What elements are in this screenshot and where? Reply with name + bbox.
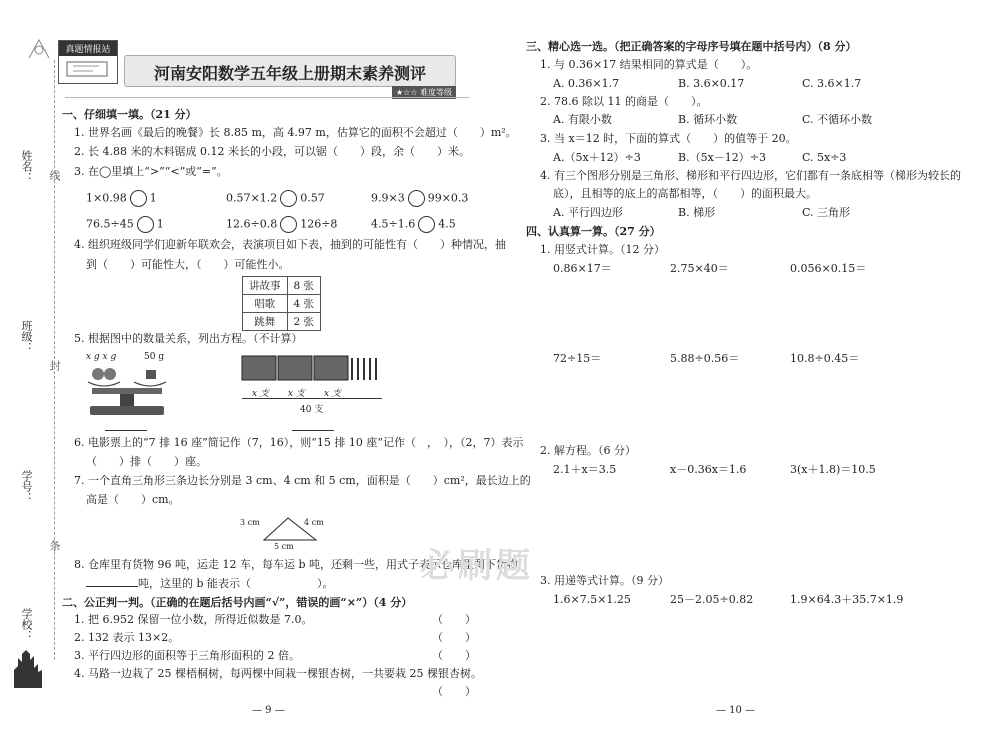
stepwise-problem: 1.6×7.5×1.25 [553,593,631,606]
box-label: x 支 [252,389,269,399]
answer-line[interactable] [292,430,334,431]
stepwise-problem: 25－2.05÷0.82 [670,593,754,606]
cmp-expr: 1 [156,217,164,231]
table-cell: 唱歌 [243,295,288,313]
cmp-expr: 76.5÷45 [86,217,134,231]
answer-line[interactable] [105,430,147,431]
compare-circle[interactable] [280,190,297,207]
badge-graphic-icon [59,56,115,82]
cmp-expr: 4.5÷1.6 [371,217,416,231]
title-banner [124,55,456,87]
answer-paren[interactable]: （ ） [432,613,476,626]
brace-line [242,398,382,399]
table-row [243,313,321,331]
option-c: C. 不循环小数 [802,113,873,126]
class-label: 班级： [20,320,33,353]
box-label: x 支 [324,389,341,399]
cut-line-label: 线 [48,170,61,181]
header-divider [65,97,470,98]
option-b: B.（5x－12）÷3 [678,151,766,164]
s4-part2-title: 2. 解方程。（6 分） [540,444,636,457]
scale-icon [86,364,168,418]
section3-title: 三、精心选一选。（把正确答案的字母序号填在题中括号内）（8 分） [526,40,857,53]
option-c: C. 3.6×1.7 [802,77,862,90]
option-c: C. 三角形 [802,206,851,219]
judge-item [74,649,476,663]
page-number-left: — 9 — [252,705,285,716]
dashed-cut-line [54,60,55,660]
s3-q2: 2. 78.6 除以 11 的商是（ ）。 [540,95,708,108]
judge-text: 3. 平行四边形的面积等于三角形面积的 2 倍。 [74,649,300,662]
option-a: A. 平行四边形 [553,206,623,219]
cmp-expr: 99×0.3 [427,191,469,205]
equation-problem: 2.1＋x＝3.5 [553,463,617,476]
badge-label: 真题情报站 [59,41,117,56]
option-a: A.（5x＋12）÷3 [553,151,641,164]
option-b: B. 梯形 [678,206,716,219]
calc-problem: 0.86×17＝ [553,262,612,275]
s3-q4-line2: 底），且相等的底上的高都相等，（ ）的面积最大。 [553,187,817,200]
s4-part1-title: 1. 用竖式计算。（12 分） [540,243,665,256]
pencil-box-icon [240,352,390,382]
judge-item [74,667,482,699]
page-number-right: — 10 — [716,705,756,716]
decorative-sketch-icon [26,36,52,62]
section1-title: 一、仔细填一填。（21 分） [62,108,197,121]
compare-circle[interactable] [137,216,154,233]
table-cell: 8 张 [287,277,321,295]
pencil-boxes-figure [240,352,390,416]
equation-problem: x－0.36x＝1.6 [670,463,747,476]
cmp-expr: 0.57×1.2 [226,191,278,205]
tri-side-a: 3 cm [240,518,260,527]
performance-table [242,276,321,331]
s3-q3: 3. 当 x＝12 时，下面的算式（ ）的值等于 20。 [540,132,797,145]
scale-left-label: x g x g [86,352,117,362]
answer-paren[interactable]: （ ） [432,685,476,698]
s1-q8-text: 吨，这里的 b 能表示（ ）。 [138,577,334,590]
box-label: x 支 [288,389,305,399]
s3-q4-line1: 4. 有三个图形分别是三角形、梯形和平行四边形，它们都有一条底相等（梯形为较长的 [540,169,961,182]
judge-text: 2. 132 表示 13×2。 [74,631,180,644]
scale-right-label: 50 g [144,352,165,362]
s1-q5: 5. 根据图中的数量关系，列出方程。（不计算） [74,332,303,345]
s1-q7-line2: 高是（ ）cm。 [86,493,180,506]
judge-text: 4. 马路一边栽了 25 棵梧桐树，每两棵中间栽一棵银杏树，一共要栽 25 棵银杏树。 [74,667,482,680]
s1-q8-line1: 8. 仓库里有货物 96 吨，运走 12 车，每车运 b 吨，还剩一些，用式子表示仓库里剩下货物 [74,558,519,571]
difficulty-badge: ★☆☆ 难度等级 [392,86,456,99]
s1-q2: 2. 长 4.88 米的木料锯成 0.12 米长的小段，可以锯（ ）段，余（ ）米。 [74,145,470,158]
watermark: 必刷题 [420,546,534,586]
table-row [243,277,321,295]
s1-q4-line2: 到（ ）可能性大，（ ）可能性小。 [86,258,290,271]
inside-label: 条 [48,540,61,551]
s1-q8-line2 [86,577,334,591]
binding-margin [10,0,60,748]
answer-paren[interactable]: （ ） [432,631,476,644]
table-cell: 2 张 [287,313,321,331]
table-row [243,295,321,313]
cmp-expr: 1 [149,191,157,205]
calc-problem: 5.88÷0.56＝ [670,352,740,365]
table-cell: 讲故事 [243,277,288,295]
table-cell: 4 张 [287,295,321,313]
student-id-label: 学号： [20,470,33,503]
answer-blank[interactable] [86,586,138,587]
cmp-expr: 12.6÷0.8 [226,217,278,231]
compare-circle[interactable] [280,216,297,233]
calc-problem: 2.75×40＝ [670,262,729,275]
tri-side-b: 4 cm [304,518,324,527]
option-c: C. 5x÷3 [802,151,847,164]
equation-problem: 3(x＋1.8)＝10.5 [790,463,876,476]
compare-circle[interactable] [418,216,435,233]
total-label: 40 支 [300,405,324,415]
judge-item [74,631,476,645]
option-a: A. 有限小数 [553,113,612,126]
s3-q1: 1. 与 0.36×17 结果相同的算式是（ ）。 [540,58,758,71]
cmp-expr: 126÷8 [300,217,338,231]
judge-text: 1. 把 6.952 保留一位小数，所得近似数是 7.0。 [74,613,313,626]
seal-label: 封 [48,360,61,371]
building-silhouette [12,640,46,688]
answer-paren[interactable]: （ ） [432,649,476,662]
s1-q4-line1: 4. 组织班级同学们迎新年联欢会，表演项目如下表，抽到的可能性有（ ）种情况，抽 [74,238,506,251]
s1-q3: 3. 在◯里填上“>”“<”或“=”。 [74,165,228,178]
school-label: 学校： [20,608,33,641]
calc-problem: 0.056×0.15＝ [790,262,867,275]
balance-scale-figure [86,352,168,418]
option-a: A. 0.36×1.7 [553,77,620,90]
compare-circle[interactable] [130,190,147,207]
s1-q7-line1: 7. 一个直角三角形三条边长分别是 3 cm、4 cm 和 5 cm，面积是（ ）cm²，最长边上的 [74,474,531,487]
s1-q6-line2: （ ）排（ ）座。 [86,455,207,468]
option-b: B. 循环小数 [678,113,738,126]
calc-problem: 10.8÷0.45＝ [790,352,860,365]
badge-frame [58,40,118,84]
section4-title: 四、认真算一算。（27 分） [526,225,661,238]
cmp-expr: 9.9×3 [371,191,405,205]
cmp-expr: 1×0.98 [86,191,127,205]
stepwise-problem: 1.9×64.3＋35.7×1.9 [790,593,904,606]
cmp-expr: 0.57 [300,191,325,205]
table-cell: 跳舞 [243,313,288,331]
tri-side-c: 5 cm [274,542,294,551]
s1-q1: 1. 世界名画《最后的晚餐》长 8.85 m，高 4.97 m，估算它的面积不会超过（ ）m²。 [74,126,517,139]
s1-q6-line1: 6. 电影票上的“7 排 16 座”简记作（7，16），则“15 排 10 座”记作（ ， ），（2，7）表示 [74,436,524,449]
option-b: B. 3.6×0.17 [678,77,745,90]
calc-problem: 72÷15＝ [553,352,602,365]
cmp-expr: 4.5 [438,217,456,231]
judge-item [74,613,476,627]
s4-part3-title: 3. 用递等式计算。（9 分） [540,574,669,587]
name-label: 姓名： [20,150,33,183]
compare-circle[interactable] [408,190,425,207]
triangle-figure [240,512,340,552]
section2-title: 二、公正判一判。（正确的在题后括号内画“√”，错误的画“×”）（4 分） [62,596,413,609]
page-title: 河南安阳数学五年级上册期末素养测评 [153,64,426,83]
